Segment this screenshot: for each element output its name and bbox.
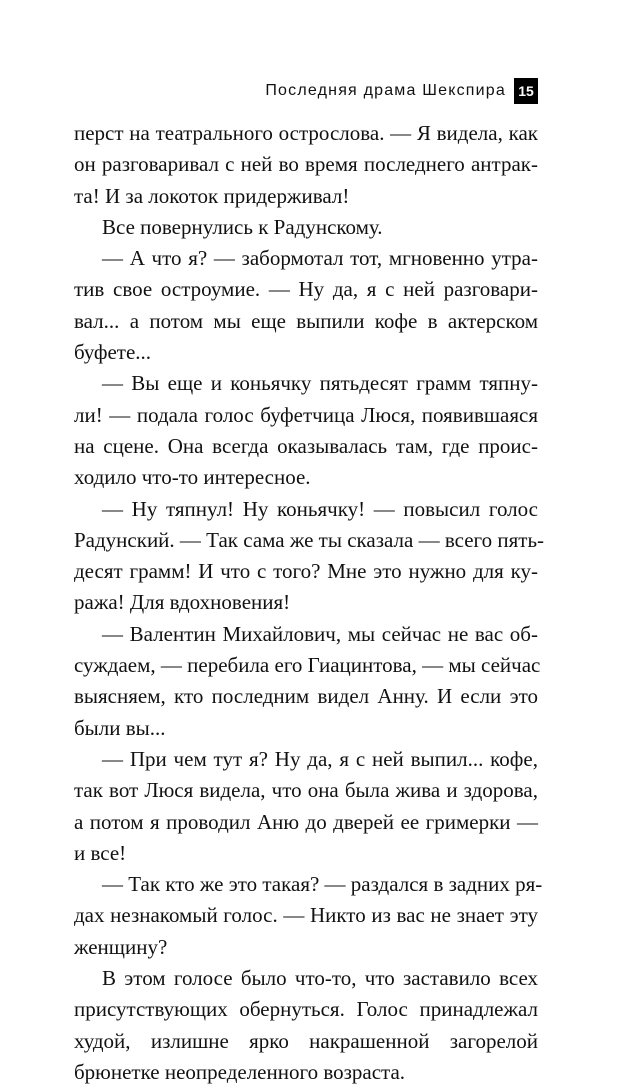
text-line: ходило что-то интересное. <box>74 465 311 490</box>
text-line: перст на театрального острослова. — Я видела, как <box>74 121 538 145</box>
text-line: дах незнакомый голос. — Никто из вас не знает эту <box>74 903 538 928</box>
page-number: 15 <box>514 78 538 104</box>
text-line: ража! Для вдохновения! <box>74 590 291 615</box>
text-line: та! И за локоток придерживал! <box>74 183 350 208</box>
running-header <box>0 78 538 104</box>
text-line: — Вы еще и коньячку пятьдесят грамм тяпну- <box>102 371 538 396</box>
text-line: вал... а потом мы еще выпили кофе в актерском <box>74 308 538 333</box>
text-line: — А что я? — забормотал тот, мгновенно утра- <box>102 246 538 271</box>
running-title: Последняя драма Шекспира <box>265 82 506 99</box>
text-line: Радунский. — Так сама же ты сказала — всего пять- <box>74 527 545 552</box>
text-line: а потом я проводил Аню до дверей ее гримерки — <box>74 809 538 834</box>
text-line: были вы... <box>74 715 166 740</box>
text-line: буфете... <box>74 340 152 365</box>
text-line: так вот Люся видела, что она была жива и здорова, <box>74 778 538 803</box>
text-line: выясняем, кто последним видел Анну. И если это <box>74 684 538 709</box>
text-line: брюнетке неопределенного возраста. <box>74 1059 406 1084</box>
text-line: на сцене. Она всегда оказывалась там, где проис- <box>74 433 538 458</box>
text-line: он разговаривал с ней во время последнего антрак- <box>74 152 538 177</box>
text-line: — Ну тяпнул! Ну коньячку! — повысил голос <box>102 496 538 521</box>
body-text <box>74 118 545 1088</box>
text-line: В этом голосе было что-то, что заставило всех <box>102 966 538 991</box>
text-line: — При чем тут я? Ну да, я с ней выпил... кофе, <box>102 746 538 771</box>
text-line: тив свое остроумие. — Ну да, я с ней разговари- <box>74 277 538 302</box>
text-line: и все! <box>74 840 127 865</box>
text-line: — Так кто же это такая? — раздался в задних ря- <box>102 872 543 897</box>
text-line: — Валентин Михайлович, мы сейчас не вас об- <box>102 621 538 646</box>
text-line: Все повернулись к Радунскому. <box>102 214 383 239</box>
text-line: худой, излишне ярко накрашенной загорелой <box>74 1028 538 1053</box>
text-line: десят грамм! И что с того? Мне это нужно для ку- <box>74 559 538 584</box>
text-line: ли! — подала голос буфетчица Люся, появившаяся <box>74 402 538 427</box>
text-line: суждаем, — перебила его Гиацинтова, — мы сейчас <box>74 653 541 678</box>
text-line: присутствующих обернуться. Голос принадлежал <box>74 997 538 1022</box>
text-line: женщину? <box>74 934 168 959</box>
